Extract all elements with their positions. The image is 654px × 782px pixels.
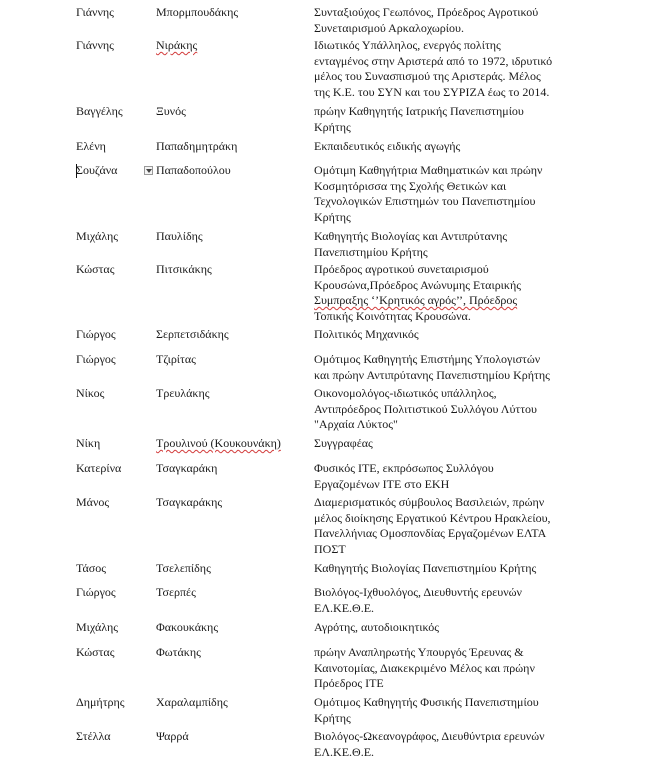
description-line: πρώην Αναπληρωτής Υπουργός Έρευνας & (314, 645, 524, 659)
last-name[interactable]: Τρουλινού (Κουκουνάκη) (156, 436, 281, 450)
description[interactable] (314, 436, 373, 452)
description-line: Κρήτης (314, 119, 351, 134)
description-line: ΕΛ.ΚΕ.Θ.Ε. (314, 600, 375, 615)
description-line: Κρουσώνα,Πρόεδρος Ανώνυμης Εταιρικής (314, 277, 521, 292)
description-line: Κοσμητόρισσα της Σχολής Θετικών και (314, 178, 507, 193)
first-name[interactable]: Γιώργος (76, 352, 116, 366)
description-line: Καθηγητής Βιολογίας Πανεπιστημίου Κρήτης (314, 561, 537, 575)
last-name[interactable]: Μπορμπουδάκης (156, 5, 239, 19)
last-name[interactable]: Παπαδημητράκη (156, 139, 238, 153)
last-name[interactable]: Νιράκης (156, 38, 198, 52)
first-name[interactable]: Γιώργος (76, 327, 116, 341)
description-line: Συνταξιούχος Γεωπόνος, Πρόεδρος Αγροτικού (314, 5, 539, 19)
last-name[interactable]: Φωτάκης (156, 645, 201, 659)
description-line: Καθηγητής Βιολογίας και Αντιπρύτανης (314, 229, 508, 243)
description-line: "Αρχαία Λύκτος" (314, 417, 398, 432)
description-line: Φυσικός ΙΤΕ, εκπρόσωπος Συλλόγου (314, 461, 494, 475)
description-line: Καινοτομίας, Διακεκριμένο Μέλος και πρώην (314, 660, 535, 675)
description[interactable] (314, 139, 460, 155)
first-name[interactable]: Βαγγέλης (76, 104, 123, 118)
description-line: Συμπραξης ‘’Κρητικός αγρός’’, Πρόεδρος (314, 293, 518, 308)
first-name[interactable]: Σουζάνα (76, 163, 118, 177)
last-name[interactable]: Τρευλάκης (156, 386, 210, 400)
first-name[interactable]: Γιάννης (76, 38, 114, 52)
first-name[interactable]: Γιάννης (76, 5, 114, 19)
first-name[interactable]: Νίκη (76, 436, 101, 450)
last-name[interactable]: Τζιρίτας (156, 352, 196, 366)
description[interactable] (314, 386, 537, 433)
description-line: της Κ.Ε. του ΣΥΝ και του ΣΥΡΙΖΑ έως το 2014. (314, 84, 550, 99)
last-name[interactable]: Παυλίδης (156, 229, 203, 243)
description-line: μέλος διοίκησης Εργατικού Κέντρου Ηρακλείου, (314, 510, 551, 525)
last-name[interactable]: Τσερπές (156, 585, 196, 599)
description-line: Ιδιωτικός Υπάλληλος, ενεργός πολίτης (314, 38, 501, 52)
last-name[interactable]: Πιτσικάκης (156, 262, 212, 276)
description[interactable] (314, 695, 539, 726)
description-line: και πρώην Αντιπρύτανης Πανεπιστημίου Κρήτης (314, 367, 550, 382)
description-line: Πανεπιστημίου Κρήτης (314, 244, 428, 259)
first-name[interactable]: Μάνος (76, 495, 110, 509)
description[interactable] (314, 327, 419, 343)
description[interactable] (314, 229, 507, 260)
description[interactable] (314, 5, 538, 36)
first-name[interactable]: Νίκος (76, 386, 105, 400)
description-line: Τοπικής Κοινότητας Κρουσώνα. (314, 308, 471, 323)
description[interactable] (314, 38, 552, 100)
description-line: Βιολόγος-Ιχθυολόγος, Διευθυντής ερευνών (314, 585, 522, 599)
description-line: Κρήτης (314, 710, 351, 725)
description-line: ΕΛ.ΚΕ.Θ.Ε. (314, 744, 375, 759)
last-name[interactable]: Τσαγκαράκης (156, 495, 223, 509)
first-name[interactable]: Κώστας (76, 645, 115, 659)
description[interactable] (314, 729, 545, 760)
description-line: Αγρότης, αυτοδιοικητικός (314, 620, 440, 634)
description[interactable] (314, 620, 439, 636)
description[interactable] (314, 352, 550, 383)
first-name[interactable]: Δημήτρης (76, 695, 125, 709)
description-line: Ομότιμος Καθηγητής Επιστήμης Υπολογιστών (314, 352, 541, 366)
description-line: πρώην Καθηγητής Ιατρικής Πανεπιστημίου (314, 104, 524, 118)
description-line: Εργαζομένων ΙΤΕ στο ΕΚΗ (314, 476, 450, 491)
last-name[interactable]: Φακουκάκης (156, 620, 219, 634)
description-line: Ομότιμος Καθηγητής Φυσικής Πανεπιστημίου (314, 695, 539, 709)
description-line: Εκπαιδευτικός ειδικής αγωγής (314, 139, 461, 153)
first-name[interactable]: Στέλλα (76, 729, 111, 743)
description-line: Ομότιμη Καθηγήτρια Μαθηματικών και πρώην (314, 163, 543, 177)
last-name[interactable]: Ψαρρά (156, 729, 189, 743)
description-line: Αντιπρόεδρος Πολιτιστικού Συλλόγου Λύττου (314, 401, 537, 416)
description-line: ΠΟΣΤ (314, 541, 346, 556)
description-line: Πρόεδρος ΙΤΕ (314, 676, 384, 691)
description-line: Τεχνολογικών Επιστημών του Πανεπιστημίου (314, 194, 536, 209)
first-name[interactable]: Μιχάλης (76, 229, 118, 243)
first-name[interactable]: Κώστας (76, 262, 115, 276)
first-name[interactable]: Κατερίνα (76, 461, 122, 475)
description[interactable] (314, 104, 524, 135)
description-line: μέλος του Συνασπισμού της Αριστεράς. Μέλος (314, 69, 541, 84)
description-line: ενταγμένος στην Αριστερά από το 1972, ιδρυτικό (314, 53, 553, 68)
last-name[interactable]: Χαραλαμπίδης (156, 695, 228, 709)
description-line: Πολιτικός Μηχανικός (314, 327, 419, 341)
first-name[interactable]: Τάσος (76, 561, 107, 575)
description[interactable] (314, 561, 536, 577)
description-line: Πρόεδρος αγροτικού συνεταιρισμού (314, 262, 489, 276)
description[interactable] (314, 495, 551, 557)
autocorrect-options-icon[interactable] (144, 166, 153, 175)
description[interactable] (314, 163, 542, 225)
description[interactable] (314, 262, 521, 324)
description-line: Πανελλήνιας Ομοσπονδίας Εργαζομένων ΕΛΤΑ (314, 526, 547, 541)
first-name[interactable]: Μιχάλης (76, 620, 118, 634)
last-name[interactable]: Τσελεπίδης (156, 561, 211, 575)
last-name[interactable]: Τσαγκαράκη (156, 461, 218, 475)
description-line: Συνεταιρισμού Αρκαλοχωρίου. (314, 20, 464, 35)
description-line: Βιολόγος-Ωκεανογράφος, Διευθύντρια ερευνών (314, 729, 545, 743)
first-name[interactable]: Γιώργος (76, 585, 116, 599)
description-line: Κρήτης (314, 209, 351, 224)
description-line: Συγγραφέας (314, 436, 373, 450)
description[interactable] (314, 585, 522, 616)
description-line: Οικονομολόγος-ιδιωτικός υπάλληλος, (314, 386, 497, 400)
last-name[interactable]: Ξυνός (156, 104, 186, 118)
last-name[interactable]: Παπαδοπούλου (156, 163, 231, 177)
description-line: Διαμερισματικός σύμβουλος Βασιλειών, πρώην (314, 495, 545, 509)
last-name[interactable]: Σερπετσιδάκης (156, 327, 229, 341)
description[interactable] (314, 645, 535, 692)
description[interactable] (314, 461, 494, 492)
first-name[interactable]: Ελένη (76, 139, 106, 153)
